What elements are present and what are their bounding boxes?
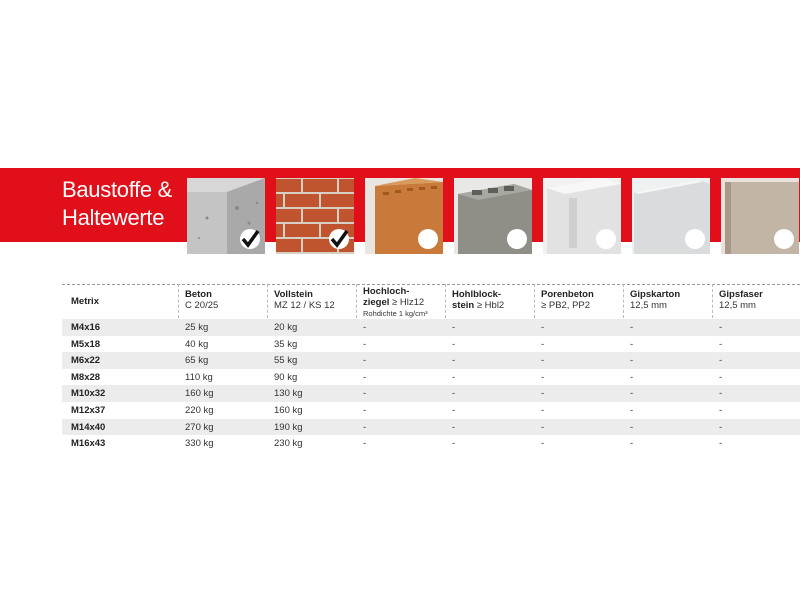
table-row bbox=[62, 435, 800, 452]
column-divider bbox=[623, 284, 624, 318]
column-divider bbox=[445, 284, 446, 318]
value-cell: - bbox=[630, 371, 634, 383]
table-header bbox=[62, 284, 800, 320]
banner-title bbox=[62, 176, 172, 232]
value-cell: - bbox=[452, 388, 456, 400]
value-cell: - bbox=[363, 421, 367, 433]
value-cell: 20 kg bbox=[274, 322, 298, 333]
value-cell: - bbox=[363, 355, 367, 367]
value-cell: - bbox=[363, 438, 367, 450]
value-cell: 160 kg bbox=[274, 405, 303, 416]
header-gipskarton: Gipskarton 12,5 mm bbox=[630, 289, 681, 311]
table-row bbox=[62, 352, 800, 369]
value-cell: 40 kg bbox=[185, 338, 209, 350]
table-row bbox=[62, 385, 800, 402]
tile-vollstein[interactable] bbox=[276, 178, 354, 254]
value-cell: - bbox=[719, 405, 723, 416]
metrix-cell: M10x32 bbox=[71, 388, 106, 400]
value-cell: - bbox=[452, 405, 456, 416]
value-cell: - bbox=[363, 338, 367, 350]
value-cell: 25 kg bbox=[185, 322, 209, 333]
banner-title-line1: Baustoffe & bbox=[62, 177, 173, 202]
value-cell: - bbox=[452, 421, 456, 433]
header-gipsfaser: Gipsfaser 12,5 mm bbox=[719, 289, 763, 311]
empty-circle-icon bbox=[417, 228, 439, 250]
value-cell: - bbox=[452, 438, 456, 450]
value-cell: - bbox=[719, 421, 723, 433]
value-cell: - bbox=[630, 355, 634, 367]
value-cell: - bbox=[452, 338, 456, 350]
value-cell: - bbox=[630, 405, 634, 416]
value-cell: - bbox=[719, 371, 723, 383]
value-cell: - bbox=[719, 322, 723, 333]
value-cell: - bbox=[363, 388, 367, 400]
check-icon bbox=[328, 228, 350, 250]
value-cell: 55 kg bbox=[274, 355, 298, 367]
value-cell: - bbox=[363, 371, 367, 383]
table-row bbox=[62, 369, 800, 386]
value-cell: 65 kg bbox=[185, 355, 209, 367]
value-cell: - bbox=[630, 438, 634, 450]
value-cell: 270 kg bbox=[185, 421, 214, 433]
value-cell: - bbox=[452, 355, 456, 367]
value-cell: 160 kg bbox=[185, 388, 214, 400]
tile-porenbeton[interactable] bbox=[543, 178, 621, 254]
value-cell: - bbox=[541, 338, 545, 350]
metrix-cell: M6x22 bbox=[71, 355, 101, 367]
column-divider bbox=[178, 284, 179, 318]
value-cell: - bbox=[541, 405, 545, 416]
header-hochlochziegel: Hochloch- ziegel ≥ Hlz12 Rohdichte 1 kg/cm³ bbox=[363, 286, 428, 318]
column-divider bbox=[267, 284, 268, 318]
value-cell: 190 kg bbox=[274, 421, 303, 433]
value-cell: 220 kg bbox=[185, 405, 214, 416]
value-cell: 130 kg bbox=[274, 388, 303, 400]
value-cell: - bbox=[541, 371, 545, 383]
tile-hochlochziegel[interactable] bbox=[365, 178, 443, 254]
header-beton: Beton C 20/25 bbox=[185, 289, 219, 311]
metrix-cell: M12x37 bbox=[71, 405, 106, 416]
value-cell: - bbox=[363, 322, 367, 333]
table-row bbox=[62, 402, 800, 419]
value-cell: - bbox=[630, 338, 634, 350]
tile-gipsfaser[interactable] bbox=[721, 178, 799, 254]
value-cell: - bbox=[719, 438, 723, 450]
value-cell: - bbox=[630, 388, 634, 400]
tile-beton[interactable] bbox=[187, 178, 265, 254]
empty-circle-icon bbox=[595, 228, 617, 250]
table-row bbox=[62, 336, 800, 353]
value-cell: - bbox=[541, 388, 545, 400]
empty-circle-icon bbox=[506, 228, 528, 250]
value-cell: - bbox=[719, 388, 723, 400]
value-cell: - bbox=[541, 421, 545, 433]
tile-gipskarton[interactable] bbox=[632, 178, 710, 254]
metrix-cell: M5x18 bbox=[71, 338, 101, 350]
table-row bbox=[62, 319, 800, 336]
banner-title-line2: Haltewerte bbox=[62, 205, 165, 230]
value-cell: 230 kg bbox=[274, 438, 303, 450]
metrix-cell: M14x40 bbox=[71, 421, 106, 433]
value-cell: 35 kg bbox=[274, 338, 298, 350]
header-metrix: Metrix bbox=[71, 296, 99, 307]
value-cell: - bbox=[719, 355, 723, 367]
column-divider bbox=[356, 284, 357, 318]
value-cell: 90 kg bbox=[274, 371, 298, 383]
value-cell: - bbox=[630, 421, 634, 433]
value-cell: - bbox=[541, 438, 545, 450]
header-porenbeton: Porenbeton ≥ PB2, PP2 bbox=[541, 289, 594, 311]
metrix-cell: M16x43 bbox=[71, 438, 106, 450]
metrix-cell: M4x16 bbox=[71, 322, 101, 333]
value-cell: - bbox=[363, 405, 367, 416]
column-divider bbox=[712, 284, 713, 318]
value-cell: 330 kg bbox=[185, 438, 214, 450]
value-cell: - bbox=[630, 322, 634, 333]
value-cell: - bbox=[541, 355, 545, 367]
header-hohlblockstein: Hohlblock- stein ≥ Hbl2 bbox=[452, 289, 505, 311]
column-divider bbox=[534, 284, 535, 318]
header-vollstein: Vollstein MZ 12 / KS 12 bbox=[274, 289, 335, 311]
value-cell: - bbox=[719, 338, 723, 350]
value-cell: - bbox=[452, 371, 456, 383]
value-cell: - bbox=[452, 322, 456, 333]
value-cell: 110 kg bbox=[185, 371, 213, 383]
tile-hohlblockstein[interactable] bbox=[454, 178, 532, 254]
metrix-cell: M8x28 bbox=[71, 371, 101, 383]
check-icon bbox=[239, 228, 261, 250]
empty-circle-icon bbox=[684, 228, 706, 250]
empty-circle-icon bbox=[773, 228, 795, 250]
value-cell: - bbox=[541, 322, 545, 333]
table-row bbox=[62, 419, 800, 436]
